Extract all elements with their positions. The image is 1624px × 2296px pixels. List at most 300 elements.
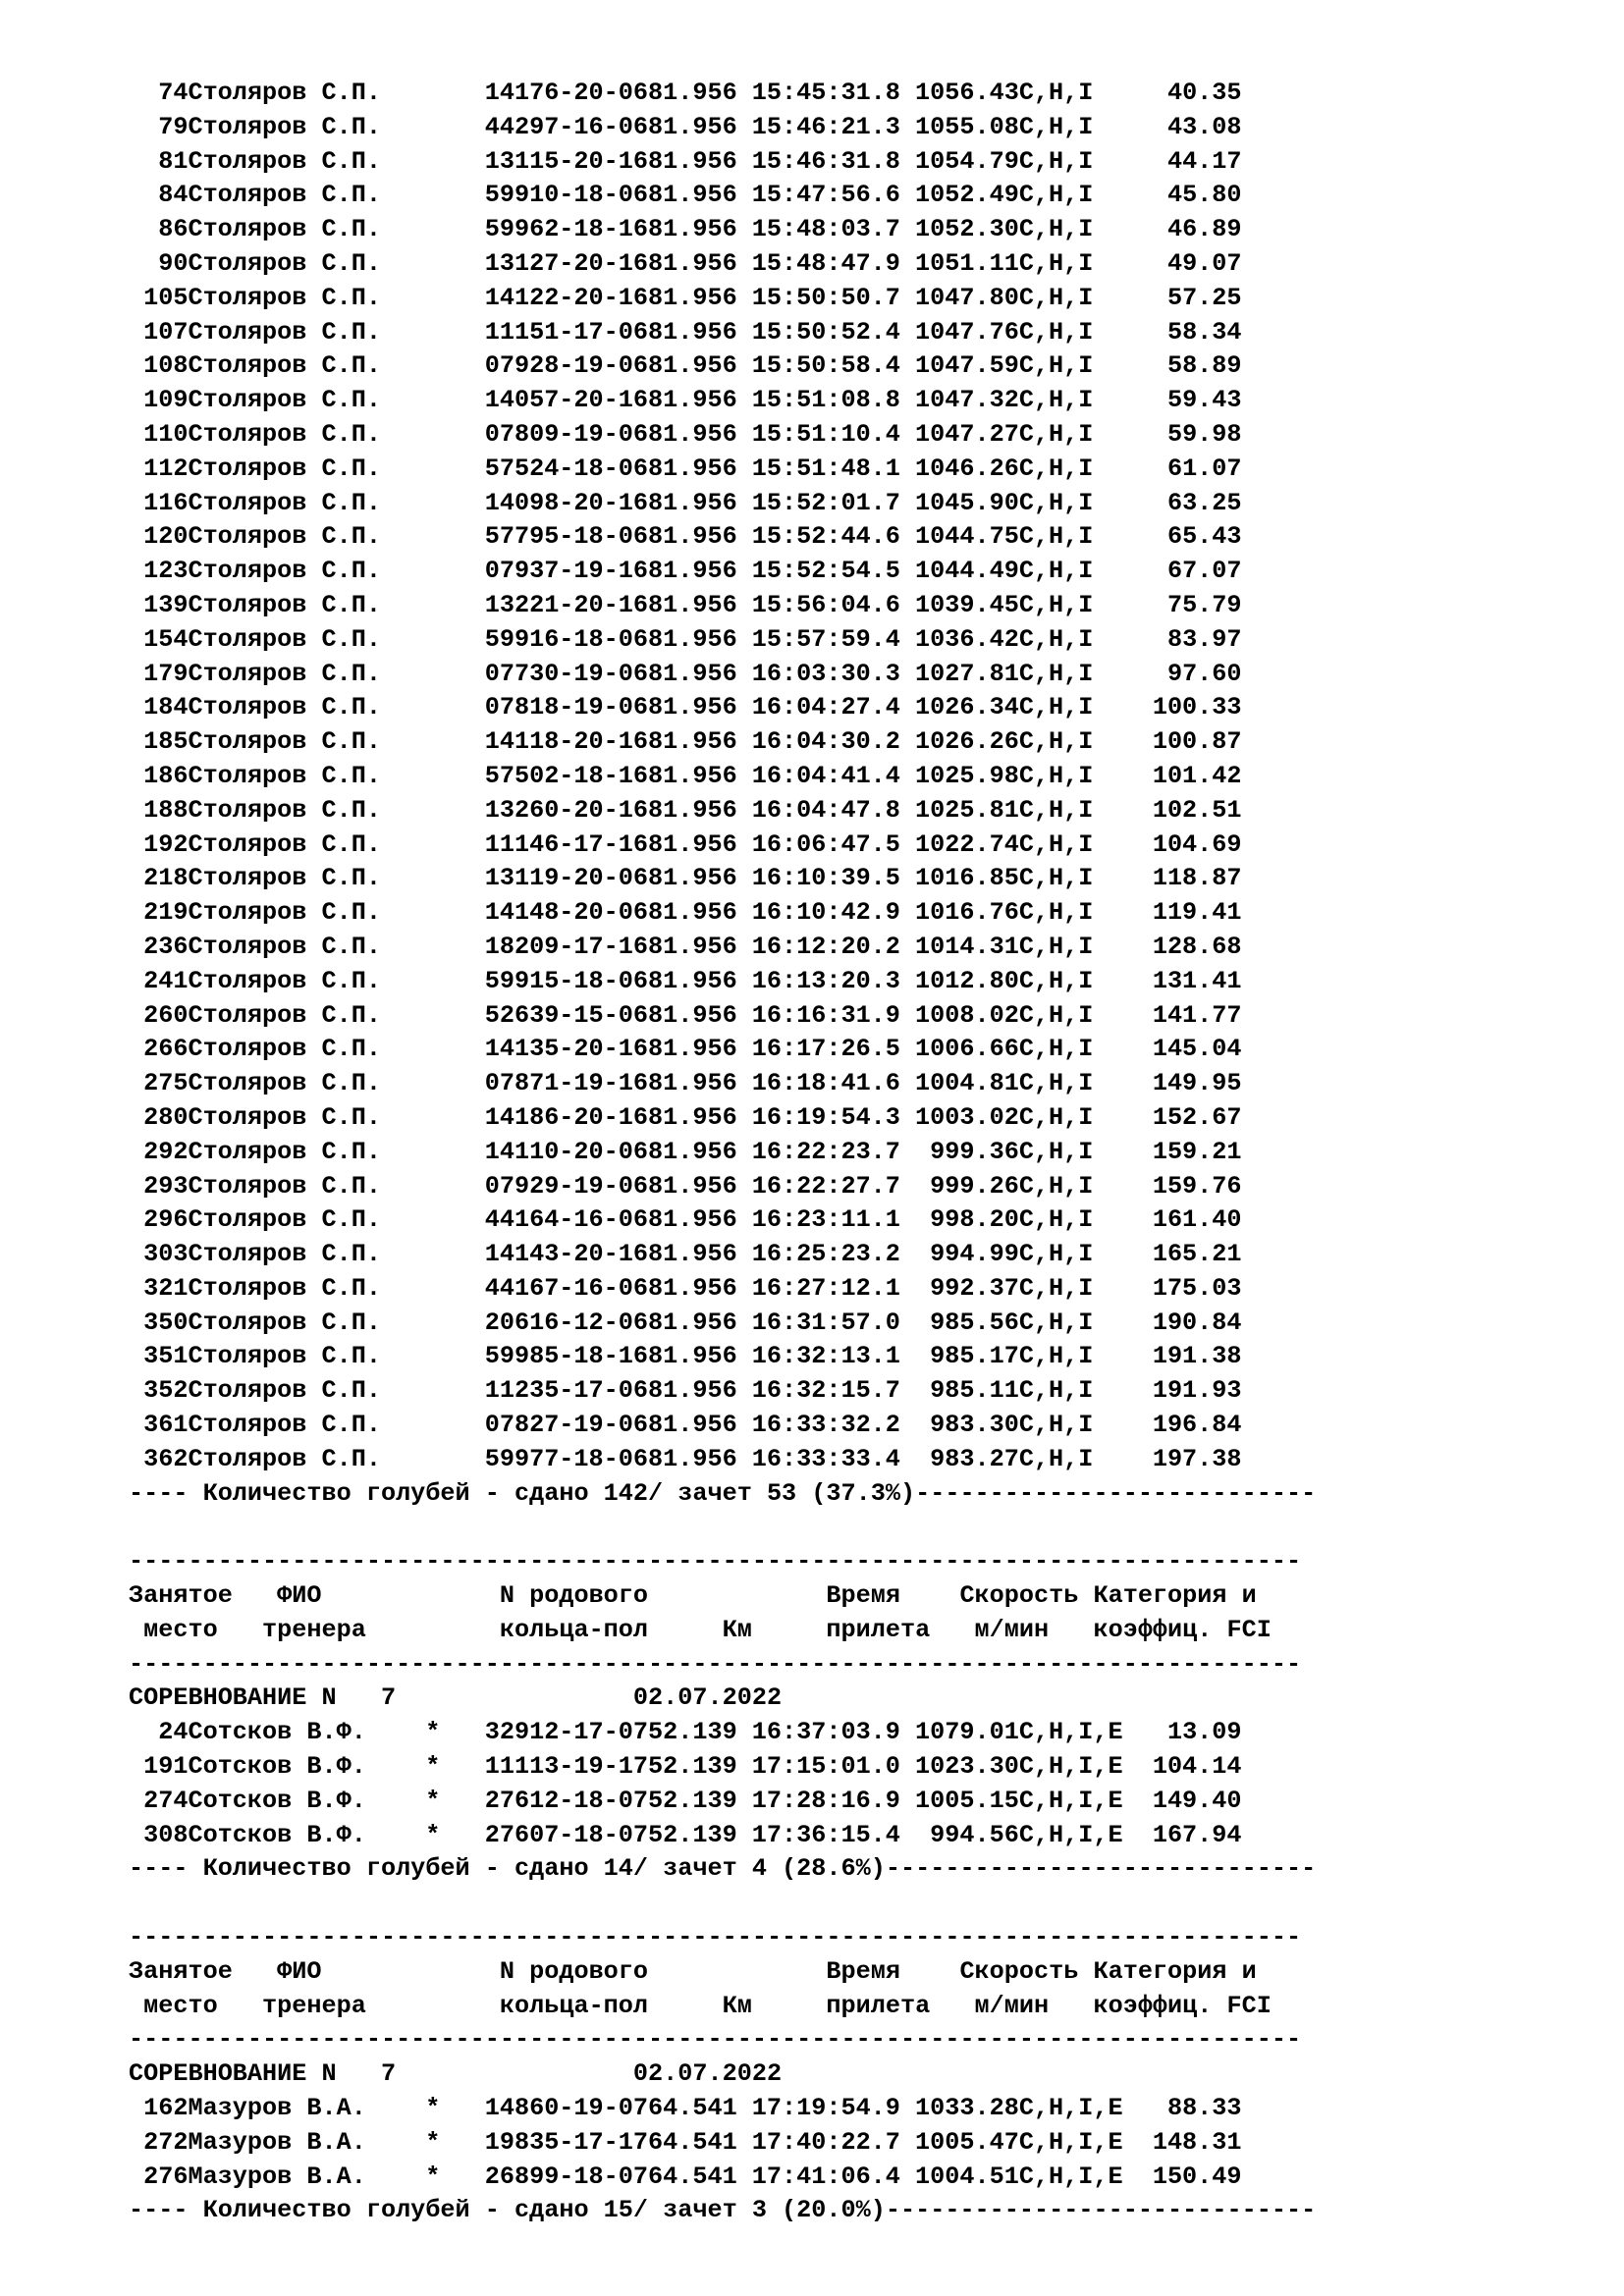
distance-cell: 681.956 <box>632 1376 737 1406</box>
coefficient-cell: 141.77 <box>1152 1000 1242 1030</box>
result-row <box>129 384 1316 418</box>
section-summary: ---- Количество голубей - сдано 14/ зачет 4 (28.6%)----------------------------- <box>129 1854 1317 1884</box>
trainer-name-cell: Столяров С.П. <box>188 79 381 107</box>
category-cell: C,H,I <box>1018 932 1094 961</box>
trainer-name-cell: Столяров С.П. <box>188 1411 381 1440</box>
arrival-time-cell: 16:03:30.3 <box>751 659 900 688</box>
category-cell: C,H,I,E <box>1018 1786 1123 1815</box>
result-row <box>129 691 1316 725</box>
category-cell: C,H,I <box>1018 693 1094 722</box>
place-cell: 154 <box>143 624 189 654</box>
ring-number-cell: 59962-18-1 <box>484 215 633 244</box>
speed-cell: 992.37 <box>930 1273 1019 1303</box>
distance-cell: 681.956 <box>632 283 737 312</box>
coefficient-cell: 57.25 <box>1166 283 1242 312</box>
distance-cell: 681.956 <box>632 1411 737 1440</box>
ring-number-cell: 07928-19-0 <box>484 351 633 381</box>
place-cell: 184 <box>143 693 189 722</box>
spacer <box>129 1511 1316 1545</box>
place-cell: 272 <box>143 2127 189 2157</box>
distance-cell: 681.956 <box>632 1205 737 1235</box>
arrival-time-cell: 15:48:47.9 <box>751 248 900 278</box>
arrival-time-cell: 16:33:32.2 <box>751 1411 900 1440</box>
distance-cell: 681.956 <box>632 761 737 790</box>
distance-cell: 681.956 <box>632 317 737 347</box>
ring-number-cell: 13127-20-1 <box>484 248 633 278</box>
mark-cell: * <box>425 2127 441 2157</box>
arrival-time-cell: 15:46:31.8 <box>751 146 900 176</box>
place-cell: 81 <box>158 146 189 176</box>
arrival-time-cell: 16:19:54.3 <box>751 1102 900 1132</box>
place-cell: 139 <box>143 590 189 619</box>
distance-cell: 681.956 <box>632 693 737 722</box>
result-row <box>129 1716 1316 1750</box>
trainer-name-cell: Столяров С.П. <box>188 966 381 995</box>
coefficient-cell: 128.68 <box>1152 932 1242 961</box>
ring-number-cell: 52639-15-0 <box>484 1000 633 1030</box>
result-row <box>129 145 1316 180</box>
ring-number-cell: 32912-17-0 <box>484 1718 633 1747</box>
distance-cell: 681.956 <box>632 112 737 141</box>
category-cell: C,H,I <box>1018 795 1094 825</box>
result-row <box>129 725 1316 760</box>
coefficient-cell: 65.43 <box>1166 522 1242 552</box>
ring-number-cell: 07827-19-0 <box>484 1411 633 1440</box>
competition-label: СОРЕВНОВАНИЕ N 7 <box>129 2059 397 2089</box>
speed-cell: 994.99 <box>930 1240 1019 1269</box>
arrival-time-cell: 16:12:20.2 <box>751 932 900 961</box>
coefficient-cell: 46.89 <box>1166 215 1242 244</box>
coefficient-cell: 167.94 <box>1152 1820 1242 1849</box>
arrival-time-cell: 15:45:31.8 <box>751 79 900 107</box>
result-row <box>129 111 1316 145</box>
result-row <box>129 1170 1316 1204</box>
category-cell: C,H,I <box>1018 1069 1094 1098</box>
competition-line <box>129 1682 1316 1716</box>
mark-cell: * <box>425 1820 441 1849</box>
coefficient-cell: 49.07 <box>1166 248 1242 278</box>
coefficient-cell: 59.43 <box>1166 386 1242 415</box>
arrival-time-cell: 17:19:54.9 <box>751 2094 900 2123</box>
place-cell: 350 <box>143 1308 189 1337</box>
separator-line: ------------------------------------------------------------------------------- <box>129 2025 1302 2055</box>
speed-cell: 1004.81 <box>915 1069 1019 1098</box>
distance-cell: 681.956 <box>632 215 737 244</box>
speed-cell: 1003.02 <box>915 1102 1019 1132</box>
arrival-time-cell: 15:51:08.8 <box>751 386 900 415</box>
trainer-name-cell: Столяров С.П. <box>188 693 381 722</box>
speed-cell: 1044.49 <box>915 557 1019 586</box>
place-cell: 266 <box>143 1035 189 1064</box>
result-row <box>129 1203 1316 1238</box>
distance-cell: 681.956 <box>632 624 737 654</box>
result-row <box>129 1033 1316 1067</box>
coefficient-cell: 191.93 <box>1152 1376 1242 1406</box>
distance-cell: 681.956 <box>632 1342 737 1371</box>
category-cell: C,H,I,E <box>1018 1820 1123 1849</box>
trainer-name-cell: Мазуров В.А. <box>188 2094 366 2123</box>
result-row <box>129 1067 1316 1101</box>
mark-cell: * <box>425 2162 441 2191</box>
category-cell: C,H,I <box>1018 1376 1094 1406</box>
distance-cell: 681.956 <box>632 1137 737 1166</box>
ring-number-cell: 14118-20-1 <box>484 727 633 757</box>
ring-number-cell: 13115-20-1 <box>484 146 633 176</box>
mark-cell: * <box>425 2094 441 2123</box>
category-cell: C,H,I,E <box>1018 2127 1123 2157</box>
trainer-name-cell: Столяров С.П. <box>188 898 381 928</box>
category-cell: C,H,I <box>1018 351 1094 381</box>
ring-number-cell: 07929-19-0 <box>484 1171 633 1201</box>
speed-cell: 1039.45 <box>915 590 1019 619</box>
coefficient-cell: 175.03 <box>1152 1273 1242 1303</box>
competition-date: 02.07.2022 <box>632 2059 783 2089</box>
arrival-time-cell: 16:16:31.9 <box>751 1000 900 1030</box>
speed-cell: 1046.26 <box>915 454 1019 483</box>
distance-cell: 681.956 <box>632 898 737 928</box>
speed-cell: 1052.49 <box>915 181 1019 210</box>
ring-number-cell: 27612-18-0 <box>484 1786 633 1815</box>
category-cell: C,H,I <box>1018 1411 1094 1440</box>
ring-number-cell: 11113-19-1 <box>484 1752 633 1782</box>
category-cell: C,H,I <box>1018 966 1094 995</box>
coefficient-cell: 104.69 <box>1152 829 1242 859</box>
category-cell: C,H,I <box>1018 864 1094 893</box>
trainer-name-cell: Столяров С.П. <box>188 1342 381 1371</box>
place-cell: 24 <box>158 1718 189 1747</box>
trainer-name-cell: Столяров С.П. <box>188 215 381 244</box>
place-cell: 351 <box>143 1342 189 1371</box>
arrival-time-cell: 16:04:41.4 <box>751 761 900 790</box>
distance-cell: 681.956 <box>632 386 737 415</box>
distance-cell: 681.956 <box>632 659 737 688</box>
result-row <box>129 349 1316 384</box>
place-cell: 293 <box>143 1171 189 1201</box>
speed-cell: 1036.42 <box>915 624 1019 654</box>
arrival-time-cell: 16:10:39.5 <box>751 864 900 893</box>
result-row <box>129 1307 1316 1341</box>
speed-cell: 1051.11 <box>915 248 1019 278</box>
result-row <box>129 555 1316 589</box>
place-cell: 108 <box>143 351 189 381</box>
category-cell: C,H,I <box>1018 79 1094 107</box>
speed-cell: 1054.79 <box>915 146 1019 176</box>
result-row <box>129 1136 1316 1170</box>
result-row <box>129 1272 1316 1307</box>
ring-number-cell: 26899-18-0 <box>484 2162 633 2191</box>
result-row <box>129 2161 1316 2195</box>
speed-cell: 1014.31 <box>915 932 1019 961</box>
trainer-name-cell: Столяров С.П. <box>188 590 381 619</box>
ring-number-cell: 14122-20-1 <box>484 283 633 312</box>
category-cell: C,H,I <box>1018 488 1094 517</box>
result-row <box>129 999 1316 1034</box>
table-header-line-1: Занятое ФИО N родового Время Скорость Категория и <box>129 1956 1257 1986</box>
arrival-time-cell: 15:50:52.4 <box>751 317 900 347</box>
ring-number-cell: 14110-20-0 <box>484 1137 633 1166</box>
speed-cell: 1055.08 <box>915 112 1019 141</box>
distance-cell: 764.541 <box>632 2162 737 2191</box>
mark-cell: * <box>425 1786 441 1815</box>
trainer-name-cell: Сотсков В.Ф. <box>188 1718 366 1747</box>
result-row <box>129 896 1316 931</box>
place-cell: 120 <box>143 522 189 552</box>
arrival-time-cell: 15:50:58.4 <box>751 351 900 381</box>
coefficient-cell: 159.76 <box>1152 1171 1242 1201</box>
category-cell: C,H,I <box>1018 624 1094 654</box>
result-row <box>129 623 1316 658</box>
result-row <box>129 1785 1316 1819</box>
distance-cell: 764.541 <box>632 2094 737 2123</box>
separator-line: ------------------------------------------------------------------------------- <box>129 1923 1302 1952</box>
place-cell: 186 <box>143 761 189 790</box>
distance-cell: 681.956 <box>632 795 737 825</box>
trainer-name-cell: Столяров С.П. <box>188 1308 381 1337</box>
trainer-name-cell: Сотсков В.Ф. <box>188 1752 366 1782</box>
speed-cell: 985.11 <box>930 1376 1019 1406</box>
ring-number-cell: 19835-17-1 <box>484 2127 633 2157</box>
arrival-time-cell: 15:51:48.1 <box>751 454 900 483</box>
place-cell: 236 <box>143 932 189 961</box>
ring-number-cell: 13260-20-1 <box>484 795 633 825</box>
trainer-name-cell: Столяров С.П. <box>188 1069 381 1098</box>
trainer-name-cell: Столяров С.П. <box>188 317 381 347</box>
spacer <box>129 1887 1316 1921</box>
result-row <box>129 316 1316 350</box>
speed-cell: 985.56 <box>930 1308 1019 1337</box>
mark-cell: * <box>425 1752 441 1782</box>
category-cell: C,H,I,E <box>1018 1718 1123 1747</box>
place-cell: 275 <box>143 1069 189 1098</box>
result-row <box>129 1238 1316 1272</box>
arrival-time-cell: 16:31:57.0 <box>751 1308 900 1337</box>
category-cell: C,H,I <box>1018 1035 1094 1064</box>
coefficient-cell: 119.41 <box>1152 898 1242 928</box>
result-row <box>129 487 1316 521</box>
arrival-time-cell: 16:17:26.5 <box>751 1035 900 1064</box>
speed-cell: 1022.74 <box>915 829 1019 859</box>
category-cell: C,H,I <box>1018 1171 1094 1201</box>
competition-line <box>129 2057 1316 2092</box>
trainer-name-cell: Столяров С.П. <box>188 1035 381 1064</box>
coefficient-cell: 43.08 <box>1166 112 1242 141</box>
speed-cell: 1005.15 <box>915 1786 1019 1815</box>
category-cell: C,H,I <box>1018 1273 1094 1303</box>
arrival-time-cell: 16:10:42.9 <box>751 898 900 928</box>
place-cell: 219 <box>143 898 189 928</box>
trainer-name-cell: Столяров С.П. <box>188 112 381 141</box>
speed-cell: 1026.34 <box>915 693 1019 722</box>
distance-cell: 681.956 <box>632 1273 737 1303</box>
ring-number-cell: 11151-17-0 <box>484 317 633 347</box>
arrival-time-cell: 15:51:10.4 <box>751 419 900 449</box>
category-cell: C,H,I <box>1018 1308 1094 1337</box>
speed-cell: 1016.85 <box>915 864 1019 893</box>
speed-cell: 985.17 <box>930 1342 1019 1371</box>
distance-cell: 752.139 <box>632 1752 737 1782</box>
category-cell: C,H,I <box>1018 557 1094 586</box>
ring-number-cell: 07871-19-1 <box>484 1069 633 1098</box>
place-cell: 179 <box>143 659 189 688</box>
speed-cell: 1005.47 <box>915 2127 1019 2157</box>
arrival-time-cell: 16:06:47.5 <box>751 829 900 859</box>
arrival-time-cell: 15:52:54.5 <box>751 557 900 586</box>
trainer-name-cell: Столяров С.П. <box>188 283 381 312</box>
category-cell: C,H,I <box>1018 727 1094 757</box>
distance-cell: 681.956 <box>632 79 737 107</box>
coefficient-cell: 45.80 <box>1166 181 1242 210</box>
distance-cell: 681.956 <box>632 1102 737 1132</box>
distance-cell: 681.956 <box>632 829 737 859</box>
ring-number-cell: 59977-18-0 <box>484 1444 633 1473</box>
arrival-time-cell: 15:50:50.7 <box>751 283 900 312</box>
arrival-time-cell: 16:04:47.8 <box>751 795 900 825</box>
place-cell: 90 <box>158 248 189 278</box>
ring-number-cell: 57524-18-0 <box>484 454 633 483</box>
place-cell: 303 <box>143 1240 189 1269</box>
distance-cell: 681.956 <box>632 146 737 176</box>
place-cell: 110 <box>143 419 189 449</box>
trainer-name-cell: Столяров С.П. <box>188 795 381 825</box>
arrival-time-cell: 16:13:20.3 <box>751 966 900 995</box>
arrival-time-cell: 15:57:59.4 <box>751 624 900 654</box>
category-cell: C,H,I <box>1018 761 1094 790</box>
distance-cell: 681.956 <box>632 1069 737 1098</box>
arrival-time-cell: 17:40:22.7 <box>751 2127 900 2157</box>
distance-cell: 681.956 <box>632 1240 737 1269</box>
speed-cell: 1047.80 <box>915 283 1019 312</box>
coefficient-cell: 149.40 <box>1152 1786 1242 1815</box>
result-row <box>129 828 1316 863</box>
distance-cell: 681.956 <box>632 557 737 586</box>
result-row <box>129 1443 1316 1477</box>
result-row <box>129 760 1316 794</box>
table-header-line-2: место тренера кольца-пол Км прилета м/мин коэффиц. FCI <box>129 1991 1272 2020</box>
arrival-time-cell: 16:22:23.7 <box>751 1137 900 1166</box>
speed-cell: 1025.98 <box>915 761 1019 790</box>
ring-number-cell: 59910-18-0 <box>484 181 633 210</box>
trainer-name-cell: Столяров С.П. <box>188 351 381 381</box>
distance-cell: 681.956 <box>632 932 737 961</box>
category-cell: C,H,I <box>1018 659 1094 688</box>
arrival-time-cell: 16:04:30.2 <box>751 727 900 757</box>
place-cell: 107 <box>143 317 189 347</box>
ring-number-cell: 11235-17-0 <box>484 1376 633 1406</box>
speed-cell: 1026.26 <box>915 727 1019 757</box>
coefficient-cell: 148.31 <box>1152 2127 1242 2157</box>
place-cell: 296 <box>143 1205 189 1235</box>
distance-cell: 752.139 <box>632 1786 737 1815</box>
place-cell: 274 <box>143 1786 189 1815</box>
arrival-time-cell: 16:27:12.1 <box>751 1273 900 1303</box>
ring-number-cell: 14148-20-0 <box>484 898 633 928</box>
distance-cell: 681.956 <box>632 727 737 757</box>
result-row <box>129 1374 1316 1409</box>
speed-cell: 1008.02 <box>915 1000 1019 1030</box>
ring-number-cell: 59916-18-0 <box>484 624 633 654</box>
place-cell: 218 <box>143 864 189 893</box>
speed-cell: 1052.30 <box>915 215 1019 244</box>
category-cell: C,H,I,E <box>1018 1752 1123 1782</box>
result-row <box>129 658 1316 692</box>
distance-cell: 681.956 <box>632 1444 737 1473</box>
arrival-time-cell: 16:04:27.4 <box>751 693 900 722</box>
distance-cell: 681.956 <box>632 522 737 552</box>
ring-number-cell: 07937-19-1 <box>484 557 633 586</box>
ring-number-cell: 14176-20-0 <box>484 79 633 107</box>
trainer-name-cell: Столяров С.П. <box>188 761 381 790</box>
distance-cell: 764.541 <box>632 2127 737 2157</box>
trainer-name-cell: Столяров С.П. <box>188 1137 381 1166</box>
trainer-name-cell: Столяров С.П. <box>188 659 381 688</box>
arrival-time-cell: 16:37:03.9 <box>751 1718 900 1747</box>
speed-cell: 1027.81 <box>915 659 1019 688</box>
ring-number-cell: 44297-16-0 <box>484 112 633 141</box>
coefficient-cell: 149.95 <box>1152 1069 1242 1098</box>
ring-number-cell: 44167-16-0 <box>484 1273 633 1303</box>
trainer-name-cell: Столяров С.П. <box>188 1376 381 1406</box>
separator-line: ------------------------------------------------------------------------------- <box>129 1649 1302 1679</box>
place-cell: 276 <box>143 2162 189 2191</box>
arrival-time-cell: 16:18:41.6 <box>751 1069 900 1098</box>
category-cell: C,H,I <box>1018 112 1094 141</box>
category-cell: C,H,I <box>1018 283 1094 312</box>
category-cell: C,H,I <box>1018 248 1094 278</box>
ring-number-cell: 14057-20-1 <box>484 386 633 415</box>
section-summary: ---- Количество голубей - сдано 142/ зачет 53 (37.3%)--------------------------- <box>129 1478 1317 1508</box>
speed-cell: 999.36 <box>930 1137 1019 1166</box>
coefficient-cell: 104.14 <box>1152 1752 1242 1782</box>
speed-cell: 1047.32 <box>915 386 1019 415</box>
coefficient-cell: 118.87 <box>1152 864 1242 893</box>
coefficient-cell: 58.34 <box>1166 317 1242 347</box>
results-document <box>129 77 1316 2228</box>
arrival-time-cell: 17:15:01.0 <box>751 1752 900 1782</box>
place-cell: 79 <box>158 112 189 141</box>
trainer-name-cell: Столяров С.П. <box>188 1102 381 1132</box>
place-cell: 116 <box>143 488 189 517</box>
coefficient-cell: 102.51 <box>1152 795 1242 825</box>
coefficient-cell: 161.40 <box>1152 1205 1242 1235</box>
arrival-time-cell: 15:52:44.6 <box>751 522 900 552</box>
result-row <box>129 1819 1316 1853</box>
category-cell: C,H,I <box>1018 181 1094 210</box>
category-cell: C,H,I <box>1018 386 1094 415</box>
trainer-name-cell: Сотсков В.Ф. <box>188 1820 366 1849</box>
coefficient-cell: 190.84 <box>1152 1308 1242 1337</box>
arrival-time-cell: 16:32:15.7 <box>751 1376 900 1406</box>
trainer-name-cell: Столяров С.П. <box>188 1000 381 1030</box>
category-cell: C,H,I <box>1018 1102 1094 1132</box>
trainer-name-cell: Столяров С.П. <box>188 1205 381 1235</box>
coefficient-cell: 101.42 <box>1152 761 1242 790</box>
trainer-name-cell: Столяров С.П. <box>188 522 381 552</box>
trainer-name-cell: Столяров С.П. <box>188 146 381 176</box>
coefficient-cell: 58.89 <box>1166 351 1242 381</box>
arrival-time-cell: 15:56:04.6 <box>751 590 900 619</box>
arrival-time-cell: 16:23:11.1 <box>751 1205 900 1235</box>
place-cell: 109 <box>143 386 189 415</box>
ring-number-cell: 14135-20-1 <box>484 1035 633 1064</box>
mark-cell: * <box>425 1718 441 1747</box>
distance-cell: 681.956 <box>632 181 737 210</box>
place-cell: 192 <box>143 829 189 859</box>
place-cell: 188 <box>143 795 189 825</box>
category-cell: C,H,I <box>1018 522 1094 552</box>
ring-number-cell: 59985-18-1 <box>484 1342 633 1371</box>
trainer-name-cell: Мазуров В.А. <box>188 2127 366 2157</box>
category-cell: C,H,I <box>1018 1000 1094 1030</box>
